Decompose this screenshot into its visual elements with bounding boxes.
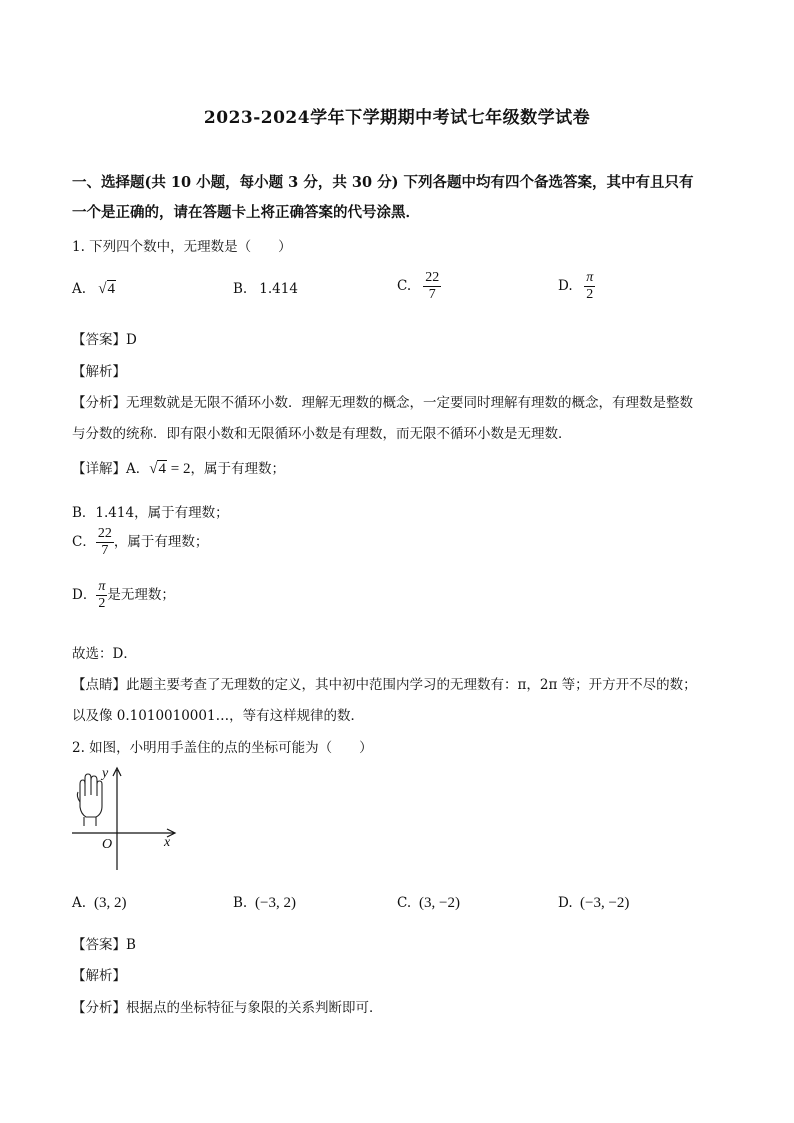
detail-prefix: D． bbox=[72, 587, 97, 603]
option-letter: A. bbox=[72, 895, 87, 911]
detail-suffix: ，属于有理数； bbox=[113, 534, 209, 550]
question-1-stem: 1. 下列四个数中，无理数是（ ） bbox=[72, 239, 292, 255]
option-value: 1.414 bbox=[259, 281, 298, 297]
hand-icon bbox=[77, 774, 102, 826]
option-value: (3, −2) bbox=[419, 895, 460, 911]
fraction: $\frac{\pi}{2}$ bbox=[98, 579, 106, 611]
option-letter: B. bbox=[233, 281, 248, 297]
detail-suffix: 是无理数； bbox=[107, 587, 175, 603]
option-letter: B. bbox=[233, 895, 248, 911]
detail-suffix: ，属于有理数； bbox=[190, 461, 285, 477]
detail-prefix: 【详解】A． bbox=[72, 461, 150, 477]
fraction: $\frac{22}{7}$ bbox=[425, 270, 440, 302]
option-letter: D. bbox=[558, 278, 573, 294]
q1-option-a bbox=[72, 281, 116, 298]
q2-analysis-line-1: 【分析】根据点的坐标特征与象限的关系判断即可． bbox=[72, 1000, 383, 1016]
option-letter: C. bbox=[397, 895, 412, 911]
fraction: $\frac{22}{7}$ bbox=[97, 526, 112, 558]
q1-comment-line-2: 以及像 0.1010010001…，等有这样规律的数． bbox=[72, 708, 365, 724]
q1-detail-d bbox=[72, 579, 175, 612]
q2-analysis-heading: 【解析】 bbox=[72, 968, 126, 984]
q1-analysis-line-2: 与分数的统称．即有限小数和无限循环小数是有理数，而无限不循环小数是无理数． bbox=[72, 426, 572, 442]
q1-detail-b: B．1.414，属于有理数； bbox=[72, 505, 229, 521]
sqrt-expression: √4 bbox=[98, 281, 116, 297]
x-axis-label: x bbox=[164, 835, 171, 850]
q2-option-b bbox=[233, 895, 296, 912]
option-letter: A. bbox=[72, 281, 87, 297]
section-heading-line-1: 一、选择题(共 10 小题，每小题 3 分，共 30 分) 下列各题中均有四个备选答案，其中有且只有 bbox=[72, 174, 694, 191]
q2-option-a bbox=[72, 895, 127, 912]
option-value: (3, 2) bbox=[94, 895, 127, 911]
q1-option-c bbox=[397, 270, 441, 303]
q1-comment-line-1: 【点睛】此题主要考查了无理数的定义，其中初中范围内学习的无理数有：π，2π 等；开方开不尽的数； bbox=[72, 677, 697, 693]
q1-detail-c bbox=[72, 526, 208, 559]
q1-option-d bbox=[558, 270, 595, 303]
q1-detail-a bbox=[72, 457, 285, 478]
q1-analysis-heading: 【解析】 bbox=[72, 364, 126, 380]
option-value: (−3, 2) bbox=[255, 895, 296, 911]
q1-answer: 【答案】D bbox=[72, 332, 137, 348]
origin-label: O bbox=[102, 837, 113, 852]
option-letter: D. bbox=[558, 895, 573, 911]
sqrt-expression: √4 bbox=[149, 461, 166, 477]
fraction: $\frac{\pi}{2}$ bbox=[586, 270, 594, 302]
q2-option-c bbox=[397, 895, 460, 912]
question-2-stem: 2. 如图，小明用手盖住的点的坐标可能为（ ） bbox=[72, 740, 373, 756]
section-heading-line-2: 一个是正确的，请在答题卡上将正确答案的代号涂黑． bbox=[72, 204, 420, 221]
q1-option-b bbox=[233, 281, 298, 297]
q2-answer: 【答案】B bbox=[72, 937, 136, 953]
equation-part: = 2 bbox=[166, 461, 191, 477]
q1-analysis-line-1: 【分析】无理数就是无限不循环小数．理解无理数的概念，一定要同时理解有理数的概念，有理数是整数 bbox=[72, 395, 693, 411]
q2-option-d bbox=[558, 895, 629, 912]
page-title: 2023-2024学年下学期期中考试七年级数学试卷 bbox=[203, 108, 591, 128]
q1-choose: 故选：D． bbox=[72, 646, 137, 662]
option-letter: C. bbox=[397, 278, 412, 294]
coordinate-figure bbox=[70, 762, 182, 874]
option-value: (−3, −2) bbox=[580, 895, 630, 911]
detail-prefix: C． bbox=[72, 534, 96, 550]
y-axis-label: y bbox=[102, 766, 109, 781]
